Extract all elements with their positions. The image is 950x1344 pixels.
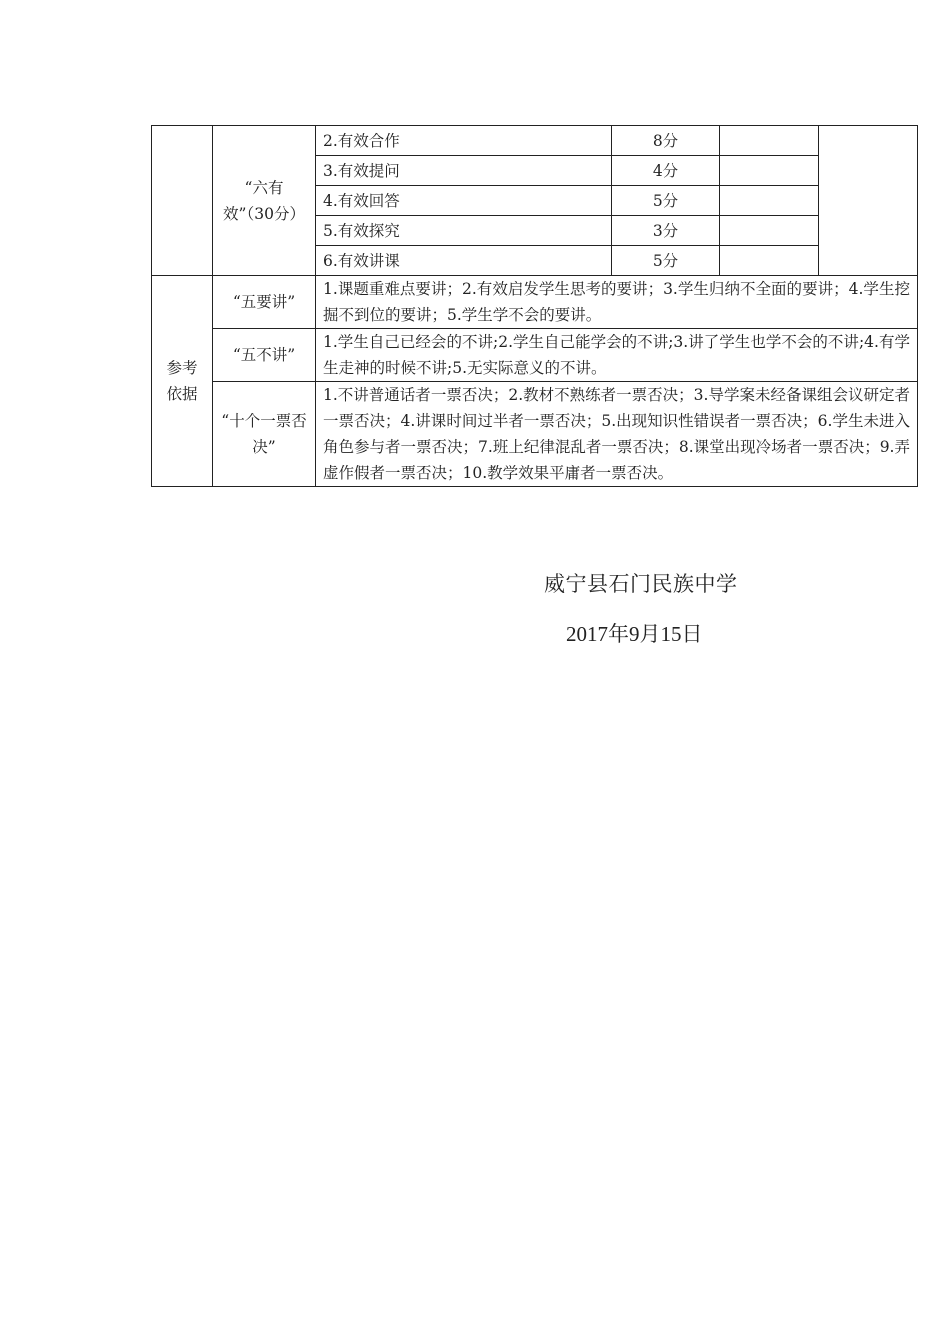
document-date: 2017年9月15日 xyxy=(566,622,703,646)
table-row xyxy=(152,276,918,329)
reference-label: 参考依据 xyxy=(152,276,213,487)
five-not-text: 1.学生自己已经会的不讲;2.学生自己能学会的不讲;3.讲了学生也学不会的不讲;4.有学生走神的时候不讲;5.无实际意义的不讲。 xyxy=(316,329,918,382)
item-cell: 5.有效探究 xyxy=(316,216,612,246)
item-cell: 2.有效合作 xyxy=(316,126,612,156)
school-name: 威宁县石门民族中学 xyxy=(544,572,738,596)
item-cell: 6.有效讲课 xyxy=(316,246,612,276)
six-effective-label: “六有效”（30分） xyxy=(213,126,316,276)
table-row xyxy=(152,382,918,487)
rating-cell xyxy=(720,156,819,186)
ten-veto-text: 1.不讲普通话者一票否决；2.教材不熟练者一票否决；3.导学案未经备课组会议研定者一票否决；4.讲课时间过半者一票否决；5.出现知识性错误者一票否决；6.学生未进入角色参与者一票否决；7.班上纪律混乱者一票否决；8.课堂出现冷场者一票否决；9.弄虚作假者一票否决；10.教学效果平庸者一票否决。 xyxy=(316,382,918,487)
score-cell: 5分 xyxy=(612,186,720,216)
ten-veto-label: “十个一票否决” xyxy=(213,382,316,487)
item-cell: 4.有效回答 xyxy=(316,186,612,216)
score-cell: 4分 xyxy=(612,156,720,186)
item-cell: 3.有效提问 xyxy=(316,156,612,186)
rating-cell xyxy=(720,186,819,216)
rating-cell xyxy=(720,216,819,246)
table-row xyxy=(152,126,918,156)
score-cell: 5分 xyxy=(612,246,720,276)
five-must-label: “五要讲” xyxy=(213,276,316,329)
five-must-text: 1.课题重难点要讲；2.有效启发学生思考的要讲；3.学生归纳不全面的要讲；4.学生挖掘不到位的要讲；5.学生学不会的要讲。 xyxy=(316,276,918,329)
score-cell: 8分 xyxy=(612,126,720,156)
evaluation-table xyxy=(151,125,918,487)
blank-category-cell xyxy=(152,126,213,276)
five-not-label: “五不讲” xyxy=(213,329,316,382)
rating-cell xyxy=(720,126,819,156)
total-cell xyxy=(819,126,918,276)
rating-cell xyxy=(720,246,819,276)
score-cell: 3分 xyxy=(612,216,720,246)
table-row xyxy=(152,329,918,382)
